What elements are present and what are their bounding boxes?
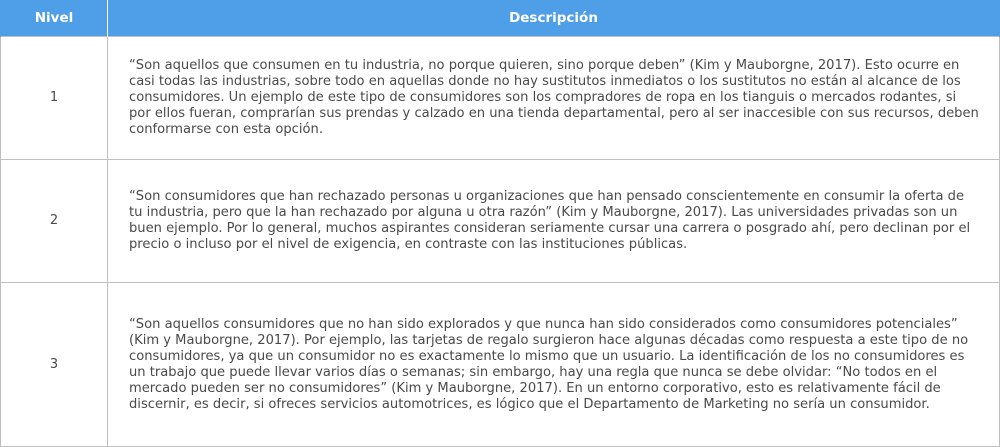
row-level: 1 [1, 37, 108, 160]
header-row [1, 0, 1000, 37]
row-description: “Son consumidores que han rechazado personas u organizaciones que han pensado conscientemente en consumir la oferta de tu industria, pero que la han rechazado por alguna u otra razón” (Kim y Mauborgne, 2017). Las universidades privadas son un buen ejemplo. Por lo general, muchos aspirantes consideran seriamente cursar una carrera o posgrado ahí, pero declinan por el precio o incluso por el nivel de exigencia, en contraste con las instituciones públicas. [108, 160, 1000, 283]
table-header [1, 0, 1000, 37]
table-row [1, 160, 1000, 283]
table-row [1, 37, 1000, 160]
header-description: Descripción [108, 0, 1000, 37]
row-level: 2 [1, 160, 108, 283]
header-level: Nivel [1, 0, 108, 37]
row-description: “Son aquellos que consumen en tu industria, no porque quieren, sino porque deben” (Kim y Mauborgne, 2017). Esto ocurre en casi todas las industrias, sobre todo en aquellas donde no hay sustitutos inmediatos o los sustitutos no están al alcance de los consumidores. Un ejemplo de este tipo de consumidores son los compradores de ropa en los tianguis o mercados rodantes, si por ellos fueran, comprarían sus prendas y calzado en una tienda departamental, pero al ser inaccesible con sus recursos, deben conformarse con esta opción. [108, 37, 1000, 160]
row-level: 3 [1, 283, 108, 447]
table-body [1, 37, 1000, 447]
row-description: “Son aquellos consumidores que no han sido explorados y que nunca han sido considerados como consumidores potenciales” (Kim y Mauborgne, 2017). Por ejemplo, las tarjetas de regalo surgieron hace algunas décadas como respuesta a este tipo de no consumidores, ya que un consumidor no es exactamente lo mismo que un usuario. La identificación de los no consumidores es un trabajo que puede llevar varios días o semanas; sin embargo, hay una regla que nunca se debe olvidar: “No todos en el mercado pueden ser no consumidores” (Kim y Mauborgne, 2017). En un entorno corporativo, esto es relativamente fácil de discernir, es decir, si ofreces servicios automotrices, es lógico que el Departamento de Marketing no sería un consumidor. [108, 283, 1000, 447]
table-row [1, 283, 1000, 447]
